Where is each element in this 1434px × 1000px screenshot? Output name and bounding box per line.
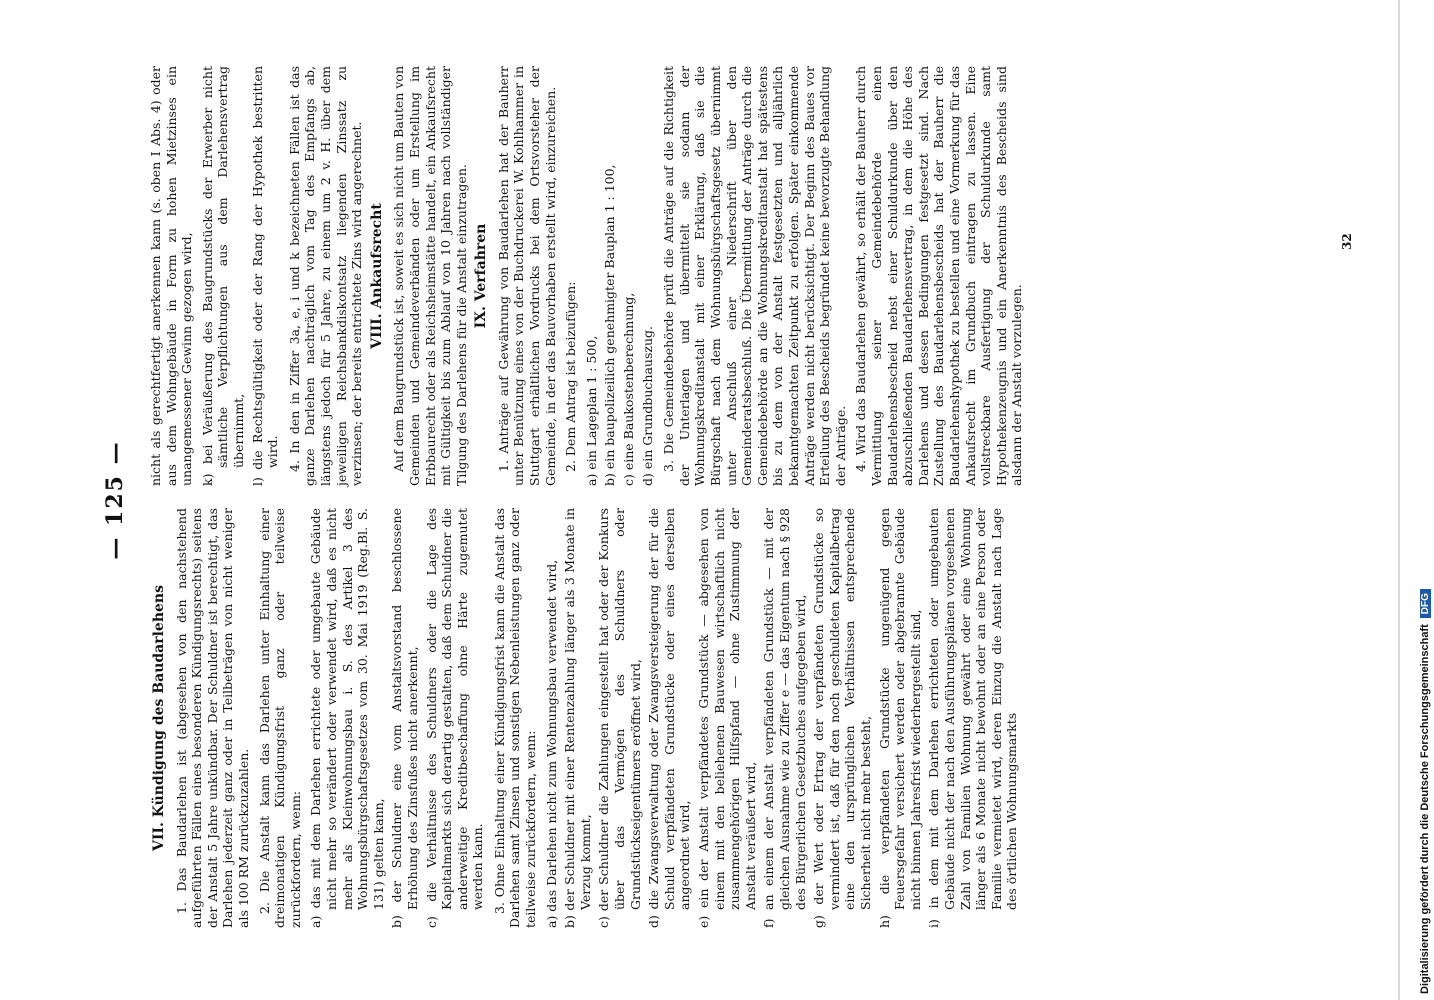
right-column xyxy=(148,66,1030,486)
section-title-ankaufsrecht: VIII. Ankaufsrecht xyxy=(368,203,385,349)
rotated-page xyxy=(90,50,1380,950)
paragraph-4: 4. In den in Ziffer 3a, e, i und k bezeichneten Fällen ist das ganze Darlehen nachträglich vom Tag des Empfangs ab, längstens jedoch für 5 Jahre, zu einem um 2 v. H. über dem jeweiligen Reichsbankdiskontsatz liegenden Zinssatz zu verzinsen; der bereits entrichtete Zins wird angerechnet. xyxy=(286,66,365,486)
page-number: — 125 — xyxy=(102,440,128,560)
paragraph-verfahren-2: 2. Dem Antrag ist beizufügen: xyxy=(563,281,579,472)
list-item: c) der Schuldner die Zahlungen eingestellt hat oder der Konkurs über das Vermögen des Schuldners oder Grundstückseigentümers eröffnet wird, xyxy=(596,508,643,928)
list-continuation xyxy=(200,66,281,486)
digitization-footer xyxy=(1416,4,1434,994)
list-item: l) die Rechtsgültigkeit oder der Rang der Hypothek bestritten wird. xyxy=(249,66,281,486)
list-item: c) die Verhältnisse des Schuldners oder die Lage des Kapitalmarkts sich derartig gestalten, daß dem Schuldner die anderweitige Kreditbeschaffung ohne Härte zugemutet werden kann. xyxy=(423,508,486,928)
digitization-note: Digitalisierung gefördert durch die Deutsche Forschungsgemeinschaft xyxy=(1419,624,1431,994)
list-item: a) das mit dem Darlehen errichtete oder umgebaute Gebäude nicht mehr so verändert oder verwendet wird, daß es nicht mehr als Kleinwohnungsbau i. S. des Artikel 3 des Wohnungsbürgschaftsgesetzes vom 30. Mai 1919 (Reg.Bl. S. 131) gelten kann, xyxy=(308,508,386,928)
list-item: g) der Wert oder Ertrag der verpfändeten Grundstücke so vermindert ist, daß für den noch geschuldeten Kapitalbetrag eine den ursprünglichen Verhältnissen entsprechende Sicherheit nicht mehr besteht, xyxy=(811,508,873,928)
continuation-text: nicht als gerechtfertigt anerkennen kann (s. oben I Abs. 4) oder aus dem Wohngebäude in Form zu hohen Mietzinses ein unangemessener Gewinn gezogen wird, xyxy=(148,66,195,486)
list-3 xyxy=(544,508,1020,928)
list-item: e) ein der Anstalt verpfändetes Grundstück — abgesehen von einem mit den beliehenen Bauwesen wirtschaftlich nicht zusammengehörigen Hilfspfand — ohne Zustimmung der Anstalt veräußert wird, xyxy=(696,508,758,928)
list-item: k) bei Veräußerung des Baugrundstücks der Erwerber nicht sämtliche Verpflichtungen aus dem Darlehensvertrag übernimmt, xyxy=(199,66,246,486)
list-item: h) die verpfändeten Grundstücke ungenügend gegen Feuersgefahr versichert werden oder abgebrannte Gebäude nicht binnen Jahresfrist wiederhergestellt sind, xyxy=(876,508,923,928)
paragraph-verfahren-3: 3. Die Gemeindebehörde prüft die Anträge auf die Richtigkeit der Unterlagen und übermittelt sie sodann der Wohnungskreditanstalt mit einer Erklärung, daß sie die Bürgschaft nach dem Wohnungsbürgschaftsgesetz übernimmt unter Anschluß einer Niederschrift über den Gemeinderatsbeschluß. Die Übermittlung der Anträge durch die Gemeindebehörde an die Wohnungskreditanstalt hat spätestens bis zu dem von der Anstalt festgesetzten und alljährlich bekanntgemachten Zeitpunkt zu erfolgen. Später einkommende Anträge werden nicht berücksichtigt. Der Beginn des Baues vor Erteilung des Bescheids begründet keine bevorzugte Behandlung der Anträge. xyxy=(661,66,848,486)
scan-edge-line xyxy=(1398,0,1400,1000)
paragraph-ankaufsrecht: Auf dem Baugrundstück ist, soweit es sich nicht um Bauten von Gemeinden und Gemeindeverbänden oder um Erstellung im Erbbaurecht oder als Reichsheimstätte handelt, ein Ankaufsrecht mit Gültigkeit bis zum Ablauf von 10 Jahren nach vollständiger Tilgung des Darlehens für die Anstalt einzutragen. xyxy=(391,66,469,486)
list-item: b) ein baupolizeilich genehmigter Bauplan 1 : 100, xyxy=(602,164,618,486)
list-2 xyxy=(308,508,486,928)
list-item: b) der Schuldner mit einer Rentenzahlung länger als 3 Monate in Verzug kommt, xyxy=(562,508,593,928)
paragraph-verfahren-4: 4. Wird das Baudarlehen gewährt, so erhält der Bauherr durch Vermittlung seiner Gemeindebehörde einen Baudarlehensbescheid nebst einer Schuldurkunde über den abzuschließenden Baudarlehensvertrag, in dem die Höhe des Darlehens und dessen Bedingungen festgesetzt sind. Nach Zustellung des Baudarlehensbescheids hat der Bauherr die Baudarlehenshypothek zu bestellen und eine Vormerkung für das Ankaufsrecht im Grundbuch eintragen zu lassen. Eine vollstreckbare Ausfertigung der Schuldurkunde samt Hypothekenzeugnis und ein Anerkenntnis des Bescheids sind alsdann der Anstalt vorzulegen. xyxy=(853,66,1025,486)
signature-mark: 32 xyxy=(1340,233,1354,250)
list-item: f) an einem der Anstalt verpfändeten Grundstück — mit der gleichen Ausnahme wie zu Ziffer e — das Eigentum nach § 928 des Bürgerlichen Gesetzbuches aufgegeben wird, xyxy=(761,508,808,928)
section-title-verfahren: IX. Verfahren xyxy=(473,223,490,329)
list-item: d) ein Grundbuchauszug. xyxy=(639,326,655,486)
dfg-logo: DFG xyxy=(1420,589,1431,618)
list-item: a) das Darlehen nicht zum Wohnungsbau verwendet wird, xyxy=(543,559,559,928)
section-title-kuendigung: VII. Kündigung des Baudarlehens xyxy=(151,585,167,851)
paragraph-1: 1. Das Baudarlehen ist (abgesehen von den nachstehend aufgeführten Fällen eines besonderen Kündigungsrechts) seitens der Anstalt 5 Jahre unkündbar. Der Schuldner ist berechtigt, das Darlehen jederzeit ganz oder in Teilbeträgen von nicht weniger als 100 RM zurückzuzahlen. xyxy=(173,508,251,928)
paragraph-2: 2. Die Anstalt kann das Darlehen unter Einhaltung einer dreimonatigen Kündigungsfrist ganz oder teilweise zurückfordern, wenn: xyxy=(256,508,303,928)
left-column xyxy=(148,508,1026,928)
paragraph-verfahren-1: 1. Anträge auf Gewährung von Baudarlehen hat der Bauherr unter Benützung eines von der Buchdruckerei W. Kohlhammer in Stuttgart erhältlichen Vordrucks bei dem Ortsvorsteher der Gemeinde, in der das Bauvorhaben erstellt wird, einzureichen. xyxy=(495,66,558,486)
list-item: i) in dem mit dem Darlehen errichteten oder umgebauten Gebäude nicht der nach den Ausführungsplänen vorgesehenen Zahl von Familien Wohnung gewährt oder eine Wohnung länger als 6 Monate nicht bewohnt oder an eine Person oder Familie vermietet wird, deren Einzug die Anstalt nach Lage des örtlichen Wohnungsmarkts xyxy=(926,508,1020,928)
list-item: c) eine Baukostenberechnung, xyxy=(621,292,637,486)
list-item: b) der Schuldner eine vom Anstaltsvorstand beschlossene Erhöhung des Zinsfußes nicht anerkennt, xyxy=(389,508,420,928)
list-item: a) ein Lageplan 1 : 500, xyxy=(583,335,599,486)
paragraph-3: 3. Ohne Einhaltung einer Kündigungsfrist kann die Anstalt das Darlehen samt Zinsen und sonstigen Nebenleistungen ganz oder teilweise zurückfordern, wenn: xyxy=(491,508,539,928)
list-beilagen xyxy=(584,66,655,486)
list-item: d) die Zwangsverwaltung oder Zwangsversteigerung der für die Schuld verpfändeten Grundstücke oder eines derselben angeordnet wird, xyxy=(646,508,693,928)
